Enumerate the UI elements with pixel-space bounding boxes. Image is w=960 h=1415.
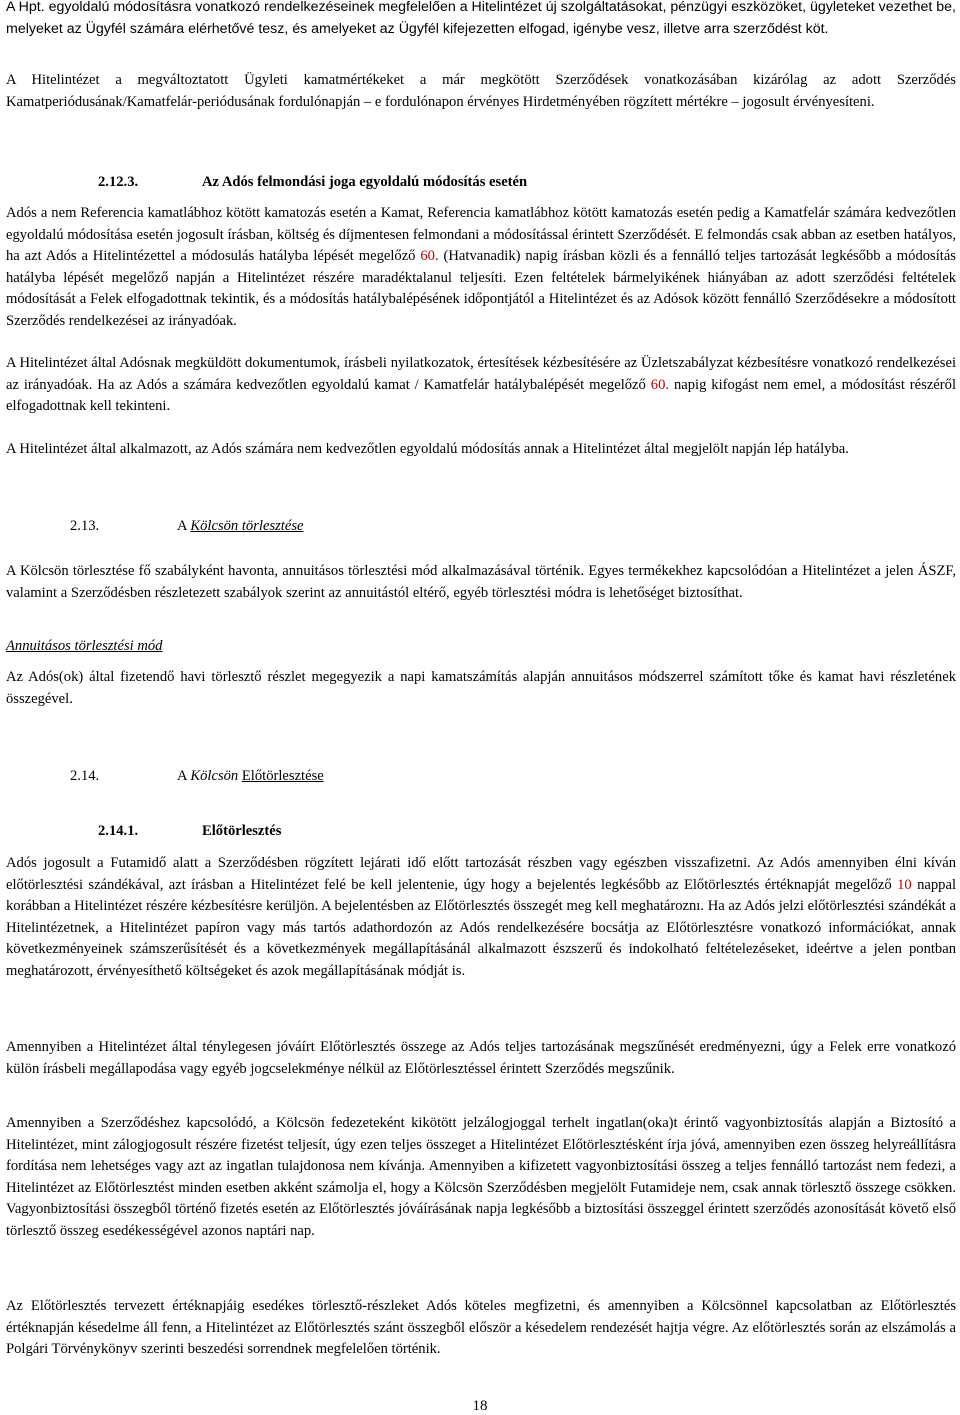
title-run: Kölcsön törlesztése	[190, 518, 304, 534]
prepayment-paragraph-2	[6, 1037, 956, 1080]
section-2-14-heading	[70, 766, 324, 788]
section-2-12-3-heading	[98, 172, 528, 194]
text-run: Adós a nem Referencia kamatlábhoz kötött kamatozás esetén a Kamat, Referencia kamatlábhoz kötött kamatozás esetén pedig a Kamatfelár számára kedvezőtlen egyoldalú módosítása esetén jogosult írásban, költség és díjmentesen felmondani a módosítással érintett Szerződését. E felmondás csak abban az esetben hatályos, ha azt Adós a Hitelintézettel a módosulás hatályba lépését megelőző	[6, 205, 956, 264]
section-title	[177, 766, 324, 788]
highlight-number: 60.	[650, 376, 670, 393]
annuity-subheading: Annuitásos törlesztési mód	[6, 638, 163, 654]
prepayment-paragraph-1	[6, 853, 956, 982]
text-run: nappal korábban a Hitelintézet részére kézbesítésre kerüljön. A bejelentésben az Előtörlesztés összegét meg kell meghatároznı. Ha az Adós jelzi előtörlesztési szándékát a Hitelintézetnek, a Hitelintézet papíron vagy más tartós adathordozón az Adós rendelkezésére bocsátja az Előtörlesztésre vonatkozó információkat, annak következményeinek számszerűsítését és a következmények megállapításánál alkalmazott észszerű és indokolható feltételezéseket, ideértve a jelen pontban meghatározott, érvényesíthető költségeket és azok megállapításának módját is.	[6, 876, 956, 979]
highlight-number: 10	[897, 876, 912, 893]
section-title: Az Adós felmondási joga egyoldalú módosítás esetén	[202, 174, 528, 190]
title-run: Kölcsön	[190, 768, 242, 784]
repayment-paragraph	[6, 561, 956, 604]
rate-text: A Hitelintézet a megváltoztatott Ügyleti kamatmértékeket a már megkötött Szerződések vonatkozásában kizárólag az adott Szerződés Kamatperiódusának/Kamatfelár-periódusának fordulónapján – e fordulónapon érvényes Hirdetményében rögzített mértékre – jogosult érvényesíteni.	[6, 72, 956, 110]
text-run: napig kifogást nem emel, a módosítást részéről elfogadottnak kell tekinteni.	[6, 376, 956, 414]
section-2-13-heading	[70, 516, 304, 538]
page-number: 18	[472, 1398, 488, 1414]
rate-paragraph	[6, 70, 956, 113]
termination-paragraph-3	[6, 439, 956, 461]
text-run: Az Előtörlesztés tervezett értéknapjáig esedékes törlesztő-részleket Adós köteles megfizetni, és amennyiben a Kölcsönnel kapcsolatban az Előtörlesztés értéknapján késedelme áll fenn, a Hitelintézet az Előtörlesztés szánt összegből először a késedelem rendezését hajtja végre. Az előtörlesztés során az elszámolás a Polgári Törvénykönyv szerinti beszedési sorrendnek megfelelően történik.	[6, 1298, 956, 1357]
text-run: A Hitelintézet által alkalmazott, az Adós számára nem kedvezőtlen egyoldalú módosítás annak a Hitelintézet által megjelölt napján lép hatályba.	[6, 441, 849, 457]
section-number: 2.12.3.	[98, 174, 139, 190]
section-2-14-1-heading	[98, 821, 282, 843]
text-run: Amennyiben a Hitelintézet által ténylegesen jóváírt Előtörlesztés összege az Adós teljes tartozásának megszűnését eredményezni, úgy a Felek erre vonatkozó külön írásbeli megállapodása vagy egyéb jogcselekménye nélkül az Előtörlesztéssel érintett Szerződés megszűnik.	[6, 1039, 956, 1077]
termination-paragraph-1	[6, 203, 956, 332]
section-title	[177, 516, 304, 538]
text-run: Amennyiben a Szerződéshez kapcsolódó, a Kölcsön fedezeteként kikötött jelzálogjoggal terhelt ingatlan(oka)t érintő vagyonbiztosítás alapján a Biztosító a Hitelintézet, mint zálogjogosult részére fizetést teljesít, úgy ezen teljes összeget a Hitelintézet Előtörlesztésként írja jóvá, amennyiben ezen összeg helyreállításra fordítása nem lehetséges vagy azt az ingatlan tulajdonosa nem kívánja. Amennyiben a kifizetett vagyonbiztosítási összeg a teljes fennálló tartozást nem fedezi, a Hitelintézet az Előtörlesztést minden esetben akként számolja el, hogy a Kölcsön Szerződésben megjelölt Futamideje nem, csak annak törlesztő összege csökken. Vagyonbiztosítási összegből történő fizetés esetén az Előtörlesztés jóváírásának napja legkésőbb a biztosítási összeggel érintett szerződés azonosítását követő első törlesztő összeg esedékességével azonos naptári nap.	[6, 1115, 956, 1239]
section-number: 2.14.	[70, 768, 100, 784]
title-run: A	[177, 768, 191, 784]
text-run: A Kölcsön törlesztése fő szabályként havonta, annuitásos törlesztési mód alkalmazásával történik. Egyes termékekhez kapcsolódóan a Hitelintézet a jelen ÁSZF, valamint a Szerződésben részletezett szabályok szerint az annuitástól eltérő, egyéb törlesztési módra is lehetőséget biztosíthat.	[6, 563, 956, 601]
section-number: 2.14.1.	[98, 823, 139, 839]
prepayment-paragraph-3	[6, 1113, 956, 1242]
prepayment-paragraph-4	[6, 1296, 956, 1361]
text-run: Az Adós(ok) által fizetendő havi törlesztő részlet megegyezik a napi kamatszámítás alapján annuitásos módszerrel számított tőke és kamat havi részletének összegével.	[6, 669, 956, 707]
termination-paragraph-2	[6, 353, 956, 418]
text-run: Adós jogosult a Futamidő alatt a Szerződésben rögzített lejárati idő előtt tartozását részben vagy egészben visszafizetni. Az Adós amennyiben élni kíván előtörlesztési szándékával, azt írásban a Hitelintézet felé be kell jelentenie, úgy hogy a bejelentés legkésőbb az Előtörlesztés értéknapját megelőző	[6, 855, 956, 893]
intro-paragraph	[6, 0, 956, 40]
text-run: A Hitelintézet által Adósnak megküldött dokumentumok, írásbeli nyilatkozatok, értesítések kézbesítésére az Üzletszabályzat kézbesítésre vonatkozó rendelkezései az irányadóak. Ha az Adós a számára kedvezőtlen egyoldalú kamat / Kamatfelár hatálybalépését megelőző	[6, 355, 956, 393]
title-run: Előtörlesztése	[241, 768, 324, 784]
text-run: (Hatvanadik) napig írásban közli és a fennálló teljes tartozását legkésőbb a módosítás hatályba lépését megelőző napján a Hitelintézet részére maradéktalanul teljesíti. Ezen feltételek bármelyikének hiányában az adott szerződési feltételek módosítását a Felek elfogadottnak tekintik, és a módosítás hatálybalépésének időpontjától a Hitelintézet és az Adósok között fennálló Szerződésekre a módosított Szerződés rendelkezései az irányadóak.	[6, 248, 956, 329]
intro-text: A Hpt. egyoldalú módosításra vonatkozó rendelkezéseinek megfelelően a Hitelintézet új szolgáltatásokat, pénzügyi eszközöket, ügyleteket vezethet be, melyeket az Ügyfél számára elérhetővé tesz, és amelyeket az Ügyfél kifejezetten elfogad, igénybe vesz, illetve arra szerződést köt.	[6, 0, 956, 37]
title-run: A	[177, 518, 191, 534]
section-number: 2.13.	[70, 518, 100, 534]
annuity-paragraph	[6, 667, 956, 710]
section-title: Előtörlesztés	[202, 823, 282, 839]
highlight-number: 60.	[420, 248, 439, 264]
